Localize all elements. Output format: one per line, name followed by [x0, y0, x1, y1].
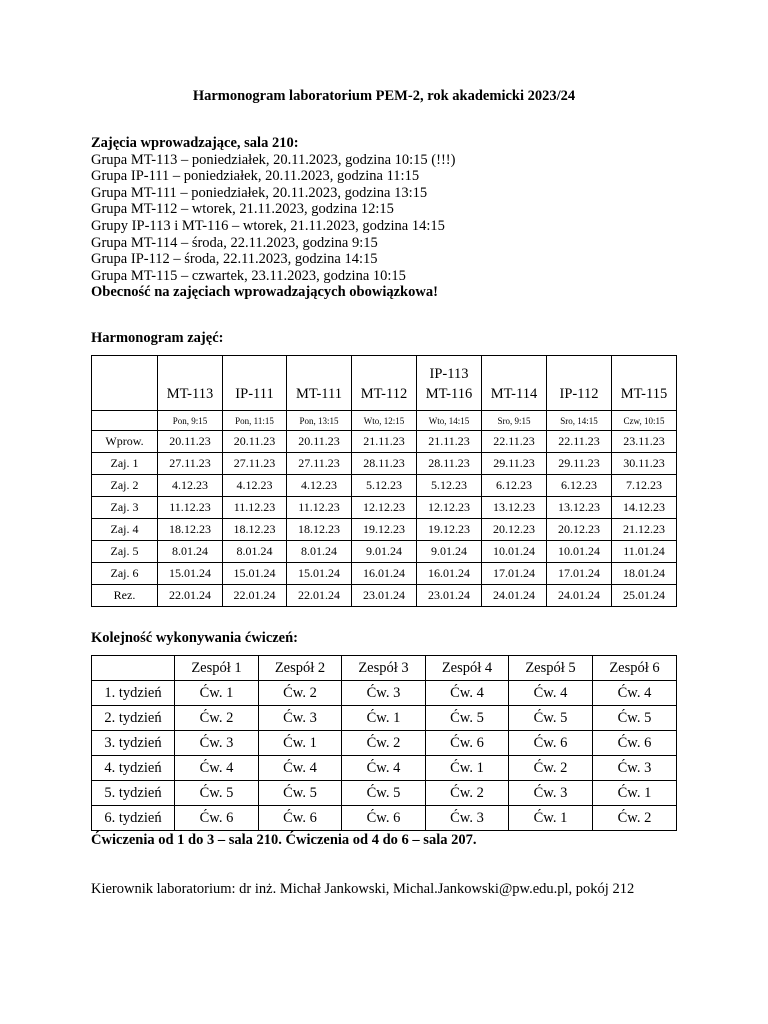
time-slot-cell: Wto, 12:15	[352, 411, 417, 431]
intro-line: Grupa IP-111 – poniedziałek, 20.11.2023, godzina 11:15	[91, 168, 420, 185]
date-cell: 13.12.23	[547, 497, 612, 519]
row-label: Zaj. 2	[92, 475, 158, 497]
row-label: Wprow.	[92, 431, 158, 453]
table-row	[92, 541, 677, 563]
exercise-cell: Ćw. 1	[342, 706, 426, 731]
time-slot-cell: Wto, 14:15	[417, 411, 482, 431]
date-cell: 11.12.23	[287, 497, 352, 519]
exercise-cell: Ćw. 6	[426, 731, 509, 756]
date-cell: 11.12.23	[158, 497, 223, 519]
date-cell: 27.11.23	[287, 453, 352, 475]
date-cell: 4.12.23	[158, 475, 223, 497]
date-cell: 27.11.23	[158, 453, 223, 475]
table-row	[92, 453, 677, 475]
team-header: Zespół 1	[175, 656, 259, 681]
date-cell: 6.12.23	[547, 475, 612, 497]
time-slot-cell: Pon, 13:15	[287, 411, 352, 431]
date-cell: 8.01.24	[223, 541, 287, 563]
date-cell: 29.11.23	[547, 453, 612, 475]
row-label: Rez.	[92, 585, 158, 607]
exercise-cell: Ćw. 2	[259, 681, 342, 706]
date-cell: 23.01.24	[417, 585, 482, 607]
table-row	[92, 585, 677, 607]
date-cell: 6.12.23	[482, 475, 547, 497]
exercise-cell: Ćw. 3	[426, 806, 509, 831]
exercise-cell: Ćw. 6	[342, 806, 426, 831]
group-header-name: IP-111	[235, 386, 274, 402]
intro-line: Grupa MT-112 – wtorek, 21.11.2023, godzina 12:15	[91, 201, 394, 218]
date-cell: 7.12.23	[612, 475, 677, 497]
schedule-header-row	[92, 356, 677, 411]
date-cell: 4.12.23	[223, 475, 287, 497]
date-cell: 9.01.24	[352, 541, 417, 563]
date-cell: 15.01.24	[223, 563, 287, 585]
date-cell: 10.01.24	[482, 541, 547, 563]
exercise-cell: Ćw. 5	[342, 781, 426, 806]
time-slot-cell: Pon, 11:15	[223, 411, 287, 431]
date-cell: 19.12.23	[352, 519, 417, 541]
exercise-cell: Ćw. 5	[175, 781, 259, 806]
row-label: Zaj. 1	[92, 453, 158, 475]
group-header-name: MT-113	[166, 386, 214, 402]
date-cell: 24.01.24	[482, 585, 547, 607]
week-label: 3. tydzień	[92, 731, 175, 756]
table-row	[92, 806, 677, 831]
exercise-cell: Ćw. 1	[426, 756, 509, 781]
exercise-cell: Ćw. 1	[259, 731, 342, 756]
date-cell: 20.12.23	[547, 519, 612, 541]
group-header	[417, 356, 482, 411]
exercise-cell: Ćw. 2	[593, 806, 677, 831]
room-note: Ćwiczenia od 1 do 3 – sala 210. Ćwiczenia od 4 do 6 – sala 207.	[91, 832, 477, 848]
date-cell: 11.12.23	[223, 497, 287, 519]
team-header: Zespół 5	[509, 656, 593, 681]
intro-line: Grupa MT-114 – środa, 22.11.2023, godzina 9:15	[91, 234, 378, 251]
team-header: Zespół 2	[259, 656, 342, 681]
date-cell: 5.12.23	[352, 475, 417, 497]
date-cell: 22.01.24	[158, 585, 223, 607]
group-header-name: MT-114	[490, 386, 538, 402]
group-header-name: MT-111	[296, 386, 342, 402]
group-header-name: IP-112	[559, 386, 599, 402]
row-label: Zaj. 3	[92, 497, 158, 519]
intro-heading: Zajęcia wprowadzające, sala 210:	[91, 135, 299, 151]
table-row	[92, 563, 677, 585]
row-label: Zaj. 6	[92, 563, 158, 585]
week-label: 1. tydzień	[92, 681, 175, 706]
exercise-cell: Ćw. 5	[509, 706, 593, 731]
date-cell: 4.12.23	[287, 475, 352, 497]
date-cell: 8.01.24	[158, 541, 223, 563]
date-cell: 22.01.24	[287, 585, 352, 607]
date-cell: 20.11.23	[287, 431, 352, 453]
schedule-table	[91, 355, 677, 607]
group-header-name: MT-116	[425, 386, 473, 402]
group-header	[612, 356, 677, 411]
exercise-cell: Ćw. 3	[509, 781, 593, 806]
date-cell: 23.01.24	[352, 585, 417, 607]
exercise-cell: Ćw. 6	[509, 731, 593, 756]
group-header	[482, 356, 547, 411]
table-row	[92, 706, 677, 731]
exercise-cell: Ćw. 3	[593, 756, 677, 781]
week-label: 5. tydzień	[92, 781, 175, 806]
group-header	[352, 356, 417, 411]
exercise-cell: Ćw. 1	[175, 681, 259, 706]
table-row	[92, 497, 677, 519]
intro-line: Grupa IP-112 – środa, 22.11.2023, godzina 14:15	[91, 251, 378, 268]
row-label: Zaj. 4	[92, 519, 158, 541]
corner-cell	[92, 656, 175, 681]
group-header	[547, 356, 612, 411]
exercise-cell: Ćw. 4	[426, 681, 509, 706]
date-cell: 15.01.24	[287, 563, 352, 585]
date-cell: 17.01.24	[482, 563, 547, 585]
exercise-order-table	[91, 655, 677, 831]
date-cell: 23.11.23	[612, 431, 677, 453]
exercise-cell: Ćw. 2	[175, 706, 259, 731]
date-cell: 25.01.24	[612, 585, 677, 607]
exercise-cell: Ćw. 3	[259, 706, 342, 731]
exercise-cell: Ćw. 6	[593, 731, 677, 756]
group-header-name: MT-112	[360, 386, 408, 402]
row-label: Zaj. 5	[92, 541, 158, 563]
table-row	[92, 431, 677, 453]
date-cell: 20.11.23	[223, 431, 287, 453]
group-header-name: MT-115	[620, 386, 668, 402]
table-row	[92, 681, 677, 706]
group-header	[287, 356, 352, 411]
exercise-cell: Ćw. 4	[593, 681, 677, 706]
week-label: 2. tydzień	[92, 706, 175, 731]
date-cell: 9.01.24	[417, 541, 482, 563]
date-cell: 13.12.23	[482, 497, 547, 519]
exercise-cell: Ćw. 5	[259, 781, 342, 806]
date-cell: 8.01.24	[287, 541, 352, 563]
date-cell: 11.01.24	[612, 541, 677, 563]
team-header: Zespół 3	[342, 656, 426, 681]
date-cell: 20.12.23	[482, 519, 547, 541]
date-cell: 20.11.23	[158, 431, 223, 453]
date-cell: 16.01.24	[352, 563, 417, 585]
exercise-cell: Ćw. 3	[342, 681, 426, 706]
intro-line: Grupa MT-113 – poniedziałek, 20.11.2023, godzina 10:15 (!!!)	[91, 151, 456, 168]
order-label: Kolejność wykonywania ćwiczeń:	[91, 630, 299, 646]
group-header	[158, 356, 223, 411]
date-cell: 5.12.23	[417, 475, 482, 497]
date-cell: 29.11.23	[482, 453, 547, 475]
table-row	[92, 781, 677, 806]
exercise-cell: Ćw. 4	[259, 756, 342, 781]
exercise-cell: Ćw. 6	[259, 806, 342, 831]
date-cell: 22.11.23	[482, 431, 547, 453]
intro-notice: Obecność na zajęciach wprowadzających obowiązkowa!	[91, 284, 438, 301]
intro-section	[91, 135, 731, 301]
intro-line: Grupa MT-111 – poniedziałek, 20.11.2023, godzina 13:15	[91, 184, 428, 201]
date-cell: 28.11.23	[417, 453, 482, 475]
time-slot-cell: Sro, 9:15	[482, 411, 547, 431]
exercise-cell: Ćw. 4	[509, 681, 593, 706]
date-cell: 28.11.23	[352, 453, 417, 475]
date-cell: 17.01.24	[547, 563, 612, 585]
exercise-cell: Ćw. 5	[593, 706, 677, 731]
time-slot-cell: Pon, 9:15	[158, 411, 223, 431]
intro-line: Grupy IP-113 i MT-116 – wtorek, 21.11.2023, godzina 14:15	[91, 217, 445, 234]
date-cell: 24.01.24	[547, 585, 612, 607]
date-cell: 21.11.23	[417, 431, 482, 453]
footer-contact: Kierownik laboratorium: dr inż. Michał Jankowski, Michal.Jankowski@pw.edu.pl, pokój 212	[91, 881, 635, 897]
date-cell: 30.11.23	[612, 453, 677, 475]
document-title: Harmonogram laboratorium PEM-2, rok akademicki 2023/24	[192, 88, 576, 104]
week-label: 6. tydzień	[92, 806, 175, 831]
date-cell: 18.12.23	[158, 519, 223, 541]
date-cell: 18.12.23	[287, 519, 352, 541]
date-cell: 14.12.23	[612, 497, 677, 519]
date-cell: 22.11.23	[547, 431, 612, 453]
date-cell: 15.01.24	[158, 563, 223, 585]
table-row	[92, 731, 677, 756]
date-cell: 12.12.23	[417, 497, 482, 519]
date-cell: 27.11.23	[223, 453, 287, 475]
order-header-row	[92, 656, 677, 681]
date-cell: 19.12.23	[417, 519, 482, 541]
exercise-cell: Ćw. 1	[509, 806, 593, 831]
schedule-slot-row	[92, 411, 677, 431]
date-cell: 12.12.23	[352, 497, 417, 519]
exercise-cell: Ćw. 1	[593, 781, 677, 806]
group-header	[223, 356, 287, 411]
exercise-cell: Ćw. 2	[342, 731, 426, 756]
exercise-cell: Ćw. 4	[342, 756, 426, 781]
table-row	[92, 519, 677, 541]
corner-cell	[92, 356, 158, 411]
team-header: Zespół 4	[426, 656, 509, 681]
intro-line: Grupa MT-115 – czwartek, 23.11.2023, godzina 10:15	[91, 267, 406, 284]
week-label: 4. tydzień	[92, 756, 175, 781]
date-cell: 21.12.23	[612, 519, 677, 541]
table-row	[92, 756, 677, 781]
schedule-label: Harmonogram zajęć:	[91, 330, 224, 346]
exercise-cell: Ćw. 2	[426, 781, 509, 806]
corner-cell	[92, 411, 158, 431]
exercise-cell: Ćw. 5	[426, 706, 509, 731]
exercise-cell: Ćw. 6	[175, 806, 259, 831]
date-cell: 22.01.24	[223, 585, 287, 607]
team-header: Zespół 6	[593, 656, 677, 681]
date-cell: 16.01.24	[417, 563, 482, 585]
date-cell: 21.11.23	[352, 431, 417, 453]
exercise-cell: Ćw. 2	[509, 756, 593, 781]
exercise-cell: Ćw. 4	[175, 756, 259, 781]
group-header-top: IP-113	[429, 366, 469, 382]
date-cell: 18.01.24	[612, 563, 677, 585]
exercise-cell: Ćw. 3	[175, 731, 259, 756]
table-row	[92, 475, 677, 497]
date-cell: 10.01.24	[547, 541, 612, 563]
time-slot-cell: Sro, 14:15	[547, 411, 612, 431]
time-slot-cell: Czw, 10:15	[612, 411, 677, 431]
date-cell: 18.12.23	[223, 519, 287, 541]
